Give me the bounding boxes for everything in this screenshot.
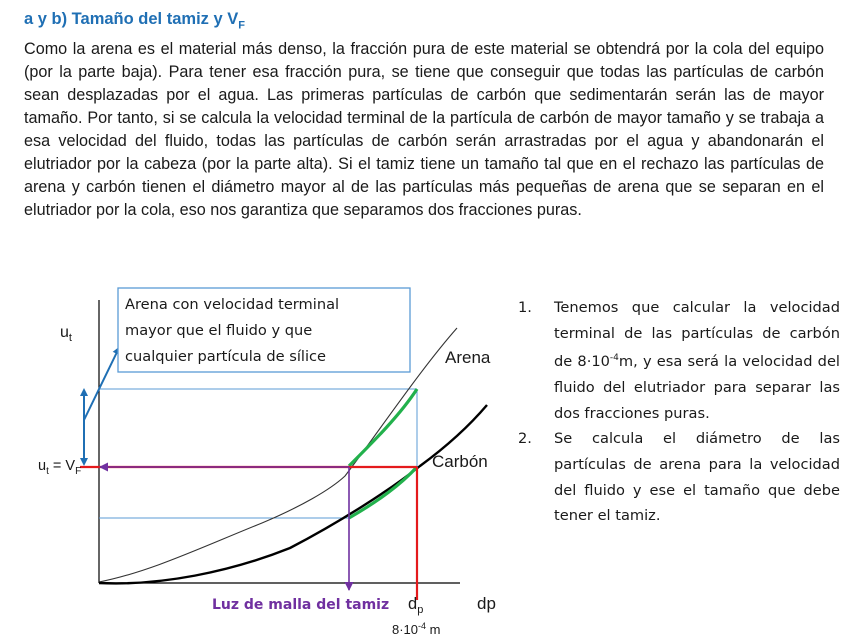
y-axis-label: $u_t$: [60, 324, 72, 344]
arena-label: Arena: [445, 348, 491, 367]
callout-line-2: mayor que el fluido y que: [125, 322, 313, 339]
carbon-curve: [99, 405, 487, 583]
step-item: [518, 295, 840, 426]
blue-arrow-callout: [84, 350, 118, 420]
mesh-label: Luz de malla del tamiz: [212, 597, 390, 613]
step-text: Tenemos que calcular la velocidad terminal de las partículas de carbón de $8\cdot 10^{-4}m$, y esa será la velocidad del fluido del elutriador para separar las dos fracciones puras.: [554, 299, 840, 422]
carbon-label: Carbón: [432, 452, 488, 471]
dp-marker-label: $d_p$: [408, 595, 424, 616]
dp-value-label: $8\cdot 10^{-4}$ m: [392, 621, 441, 636]
step-number: 1.: [518, 299, 532, 316]
step-item: [518, 426, 840, 529]
x-axis-label: dp: [477, 594, 496, 613]
step-text: Se calcula el diámetro de las partículas de arena para la velocidad del fluido y ese el tamaño que debe tener el tamiz.: [554, 430, 840, 525]
ut-vf-label: $u_t = V_F$: [38, 458, 82, 477]
callout-line-1: Arena con velocidad terminal: [125, 296, 340, 313]
explanation-paragraph: Como la arena es el material más denso, la fracción pura de este material se obtendrá por la cola del equipo (por la parte baja). Para tener esa fracción pura, se tiene que conseguir que todas las partículas de carbón sean desplazadas por el agua. Las primeras partículas de carbón que sedimentarán serán las de mayor tamaño. Por tanto, si se calcula la velocidad terminal de la partícula de carbón de mayor tamaño y se trabaja a esa velocidad del fluido, todas las partículas de carbón serán arrastradas por el agua y abandonarán el elutriador por la cabeza (por la parte alta). Si el tamiz tiene un tamaño tal que en el rechazo las partículas de arena y carbón tienen el diámetro mayor al de las partículas más pequeñas de arena que se separan en el elutriador por la cola, eso nos garantiza que separamos dos fracciones puras.: [24, 40, 824, 219]
callout-line-3: cualquier partícula de sílice: [125, 348, 326, 365]
section-heading: a y b) Tamaño del tamiz y $V_F$: [24, 10, 245, 32]
step-number: 2.: [518, 430, 532, 448]
arena-highlight: [349, 389, 417, 466]
steps-list: [518, 295, 840, 529]
